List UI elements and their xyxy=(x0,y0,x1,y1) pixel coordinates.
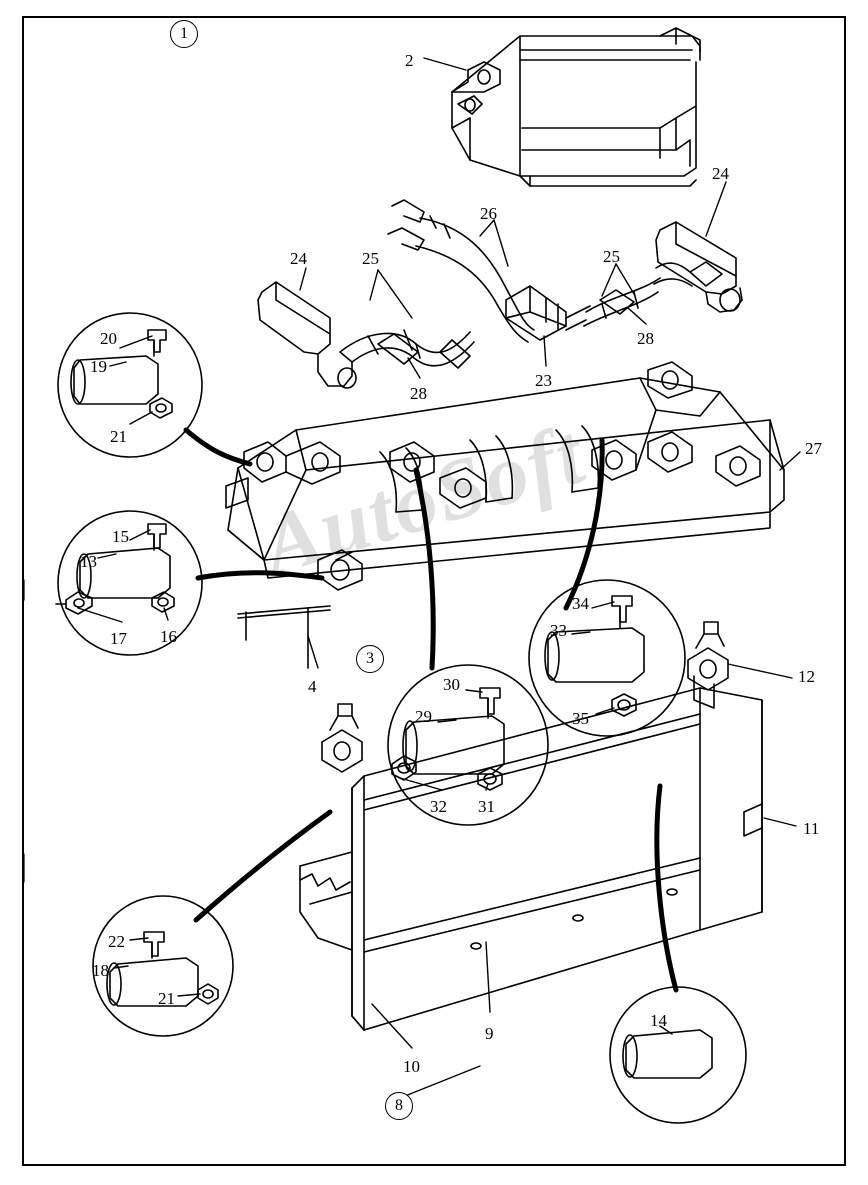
callout-11: 11 xyxy=(803,819,820,838)
callout-8: 8 xyxy=(385,1092,413,1120)
callout-30: 30 xyxy=(443,675,460,694)
callout-15: 15 xyxy=(112,527,129,546)
callout-26: 26 xyxy=(480,204,497,223)
callout-28-left: 28 xyxy=(410,384,427,403)
callout-13: 13 xyxy=(80,552,97,571)
callout-24-right: 24 xyxy=(712,164,729,183)
callout-3: 3 xyxy=(356,645,384,673)
callout-9: 9 xyxy=(485,1024,494,1043)
callout-35: 35 xyxy=(572,709,589,728)
callout-4: 4 xyxy=(308,677,317,696)
callout-10: 10 xyxy=(403,1057,420,1076)
callout-12: 12 xyxy=(798,667,815,686)
callout-2: 2 xyxy=(405,51,414,70)
callout-34: 34 xyxy=(572,594,589,613)
callout-27: 27 xyxy=(805,439,822,458)
callout-29: 29 xyxy=(415,707,432,726)
callout-21-upper: 21 xyxy=(110,427,127,446)
callout-20: 20 xyxy=(100,329,117,348)
callout-18: 18 xyxy=(92,961,109,980)
callout-32: 32 xyxy=(430,797,447,816)
diagram-border xyxy=(22,16,846,1166)
callout-1: 1 xyxy=(170,20,198,48)
callout-21-lower: 21 xyxy=(158,989,175,1008)
callout-22: 22 xyxy=(108,932,125,951)
callout-14: 14 xyxy=(650,1011,667,1030)
callout-25-left: 25 xyxy=(362,249,379,268)
callout-31: 31 xyxy=(478,797,495,816)
callout-28-right: 28 xyxy=(637,329,654,348)
watermark: AutoSoft xyxy=(250,405,596,594)
callout-24-left: 24 xyxy=(290,249,307,268)
callout-17: 17 xyxy=(110,629,127,648)
callout-16: 16 xyxy=(160,627,177,646)
callout-19: 19 xyxy=(90,357,107,376)
callout-33: 33 xyxy=(550,621,567,640)
callout-23: 23 xyxy=(535,371,552,390)
callout-25-right: 25 xyxy=(603,247,620,266)
